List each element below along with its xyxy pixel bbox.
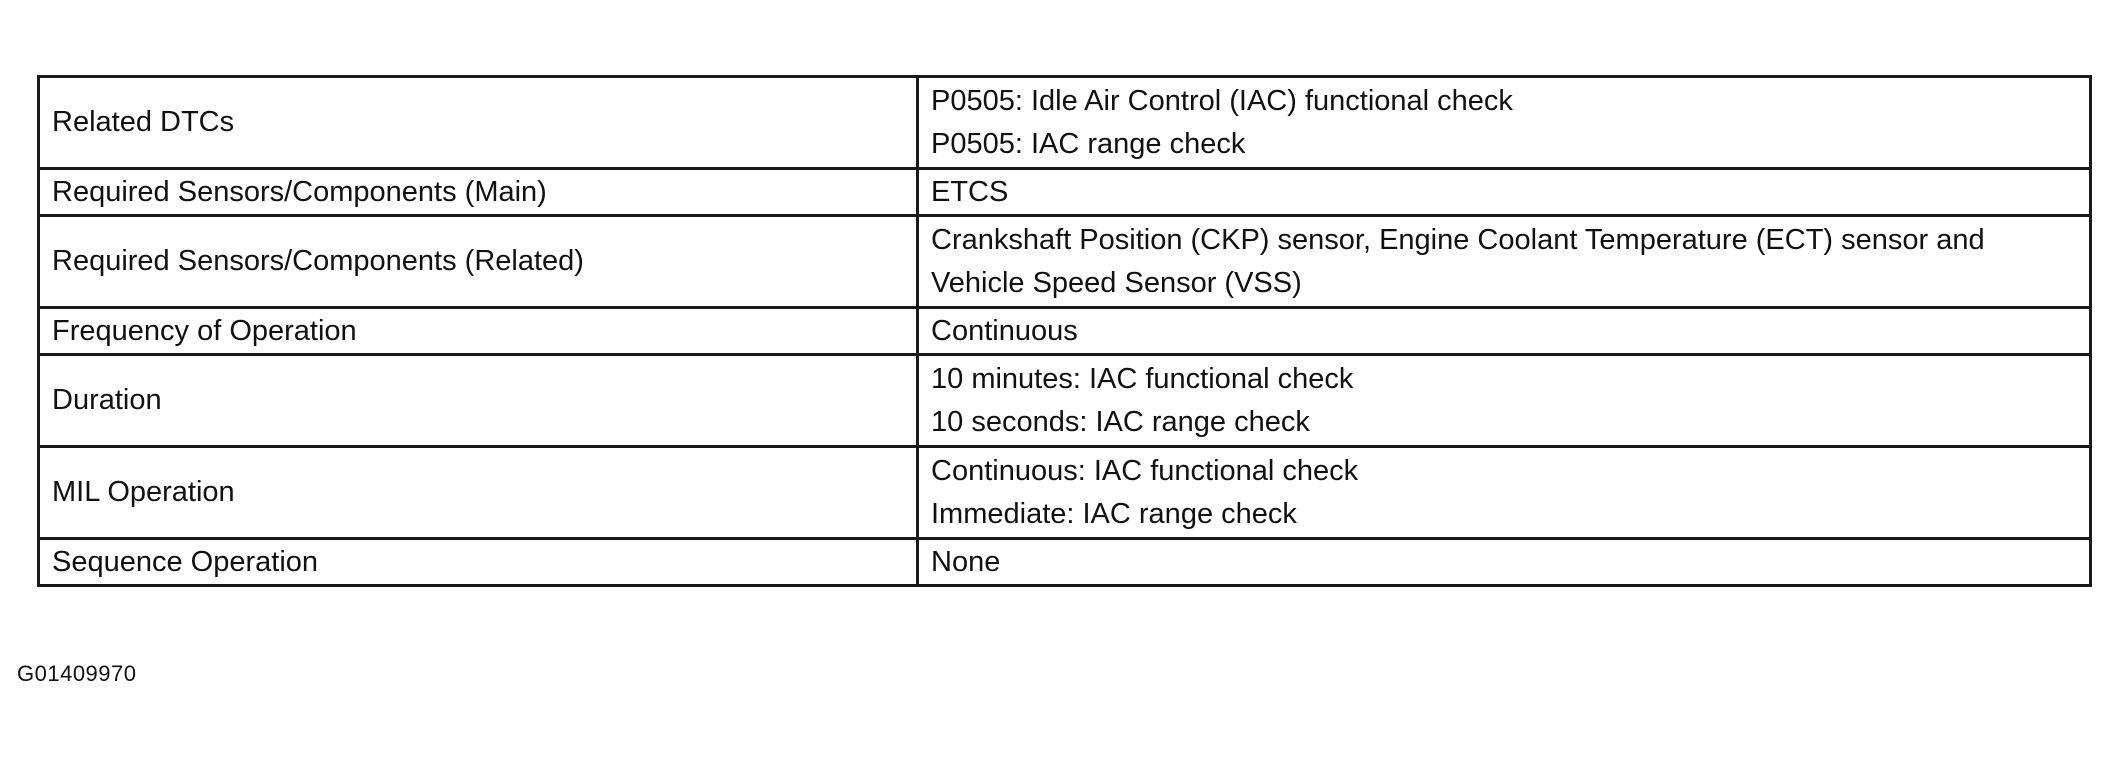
row-value-required-main (918, 169, 2091, 216)
value-line: 10 minutes: IAC functional check (931, 362, 1354, 395)
monitor-info-table (37, 75, 2092, 587)
row-label-mil-operation: MIL Operation (39, 447, 918, 539)
value-line: Continuous: IAC functional check (931, 454, 1359, 487)
table-row-related-dtcs (39, 77, 2091, 169)
value-line: Vehicle Speed Sensor (VSS) (931, 266, 1302, 299)
value-line: Immediate: IAC range check (931, 497, 1297, 530)
row-value-frequency (918, 308, 2091, 355)
value-line: P0505: IAC range check (931, 127, 1246, 160)
value-line: Continuous (931, 314, 1078, 347)
table-row-sequence-operation (39, 539, 2091, 586)
table-row-frequency (39, 308, 2091, 355)
row-label-sequence-operation: Sequence Operation (39, 539, 918, 586)
row-value-sequence-operation (918, 539, 2091, 586)
table-row-duration (39, 355, 2091, 447)
table-row-required-related (39, 216, 2091, 308)
row-label-related-dtcs: Related DTCs (39, 77, 918, 169)
row-value-related-dtcs (918, 77, 2091, 169)
figure-id: G01409970 (17, 661, 137, 686)
value-line: 10 seconds: IAC range check (931, 405, 1310, 438)
row-label-frequency: Frequency of Operation (39, 308, 918, 355)
row-value-duration (918, 355, 2091, 447)
row-label-duration: Duration (39, 355, 918, 447)
row-value-required-related (918, 216, 2091, 308)
value-line: None (931, 545, 1001, 578)
row-label-required-main: Required Sensors/Components (Main) (39, 169, 918, 216)
value-line: ETCS (931, 175, 1009, 208)
value-line: Crankshaft Position (CKP) sensor, Engine Coolant Temperature (ECT) sensor and (931, 223, 1985, 256)
row-label-required-related: Required Sensors/Components (Related) (39, 216, 918, 308)
value-line: P0505: Idle Air Control (IAC) functional check (931, 84, 1513, 117)
row-value-mil-operation (918, 447, 2091, 539)
table-row-mil-operation (39, 447, 2091, 539)
table-row-required-main (39, 169, 2091, 216)
